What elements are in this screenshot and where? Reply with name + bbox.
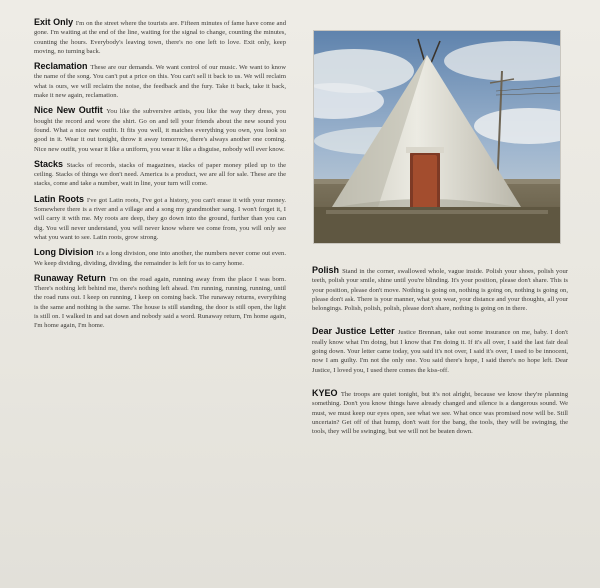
song-title: Polish (312, 265, 343, 275)
song-entry-exit-only (34, 18, 286, 56)
song-title: Stacks (34, 158, 67, 169)
right-lyrics-column (312, 266, 568, 442)
song-entry-dear-justice-letter (312, 327, 568, 374)
song-lyrics: These are our demands. We want control of our music. We want to know the name of the song. You can't put a price on this. You can't sell it back to us. We will reclaim what is ours, we will reclaim the noise, the feedback and the fury. Take it back, take it back, make it new again, reclamation. (34, 64, 286, 100)
song-title: Long Division (34, 247, 97, 258)
song-title: Runaway Return (34, 272, 110, 283)
tipi-scene-image (314, 31, 560, 243)
song-lyrics: Justice Brennan, take out some insurance on me, baby. I don't really know what I'm doing, but I know that I'm doing it. If it's all over, I said the last fair deal going down. Your letter came today, you said it's not over, I said it's over, I used to be innocent, now I am guilty. I'm not the only one. You said there's hope, I said there's no hope left. Dear Justice, I loved you, I used there comes the kiss-off. (312, 329, 568, 374)
song-title: KYEO (312, 387, 341, 398)
song-entry-runaway-return (34, 274, 286, 331)
song-lyrics: Stacks of records, stacks of magazines, stacks of paper money piled up to the ceiling. Stacks of things we don't need. America is a product, we are all for sale. These are the stacks, come and take a number, wait in line, your turn will come. (34, 161, 286, 188)
song-title: Reclamation (34, 61, 91, 72)
song-title: Dear Justice Letter (312, 326, 398, 337)
song-lyrics: I'm on the road again, running away from the place I was born. There's nothing left behind me, there's nothing left ahead. I'm running, running, running, until the road runs out. I keep on running, I keep on coming back. The runaway returns, everything is the same and nothing is the same. The house is still standing, the door is still open, the light is still on. I walked in and sat down and nobody said a word. Runaway return, I'm home again, I'm home again, I'm home. (34, 275, 287, 330)
song-lyrics: It's a long division, one into another, the numbers never come out even. We keep dividing, dividing, dividing, the remainder is left for us to carry home. (34, 250, 286, 267)
song-lyrics: I've got Latin roots, I've got a history, you can't erase it with your money. Somewhere there is a river and a village and a song my grandmother sang. I won't forget it, I will carry it with me. My roots are deep, they go down into the ground, further than you can dig. You will never understand, you will never know where we come from, you will only see what you want to see. Latin roots, grow strong. (34, 196, 286, 241)
left-lyrics-column (34, 18, 286, 337)
song-entry-long-division (34, 248, 286, 268)
song-entry-reclamation (34, 62, 286, 100)
song-title: Nice New Outfit (34, 105, 107, 116)
song-entry-stacks (34, 160, 286, 189)
song-lyrics: I'm on the street where the tourists are. Fifteen minutes of fame have come and gone. I'm waiting at the end of the line, waiting for the signal to change, counting the minutes, counting the hours. Everybody's leaving town, there's no one left to love. Exit only, keep moving, no turning back. (34, 20, 286, 55)
song-title: Exit Only (34, 17, 76, 27)
song-title: Latin Roots (34, 193, 87, 204)
song-lyrics: Stand in the corner, swallowed whole, vague inside. Polish your shoes, polish your teeth, polish your smile, shine until you're blinding. It's your position, please don't share. This is your position, please don't move. Nothing is going on, nothing is going on, nothing is going on, please don't ask. There is your manner, what you wear, your distance and your thoughts, all your belongings. Polish, polish, polish, please don't share, nothing is going on in there. (312, 268, 568, 313)
song-lyrics: The troops are quiet tonight, but it's not alright, because we know they're planning something. Don't you know things have already changed and silence is a dangerous sound. We must, we must keep our eyes open, see what we see. What once was promised now will be. Still uncertain? Get off of that hump, don't wait for the bang, the tools, they will be swinging, the tools, they will be swinging, but we will not be beaten down. (312, 390, 568, 436)
song-entry-nice-new-outfit (34, 106, 286, 153)
song-entry-polish (312, 266, 568, 313)
song-entry-latin-roots (34, 195, 286, 242)
song-entry-kyeo (312, 389, 568, 436)
tipi-photograph (313, 30, 561, 244)
song-lyrics: You like the subversive artists, you like the way they dress, you bought the record and wore the shirt. Go on and tell your friends about the new sound you found. What a nice new outfit. It fits you well, it matches everything you own, you look so good in it. Wear it out tonight, throw it away tomorrow, there's always another one coming. Nice new outfit, you wear it like a uniform, you wear it like a disguise, nobody will ever know. (34, 108, 286, 153)
